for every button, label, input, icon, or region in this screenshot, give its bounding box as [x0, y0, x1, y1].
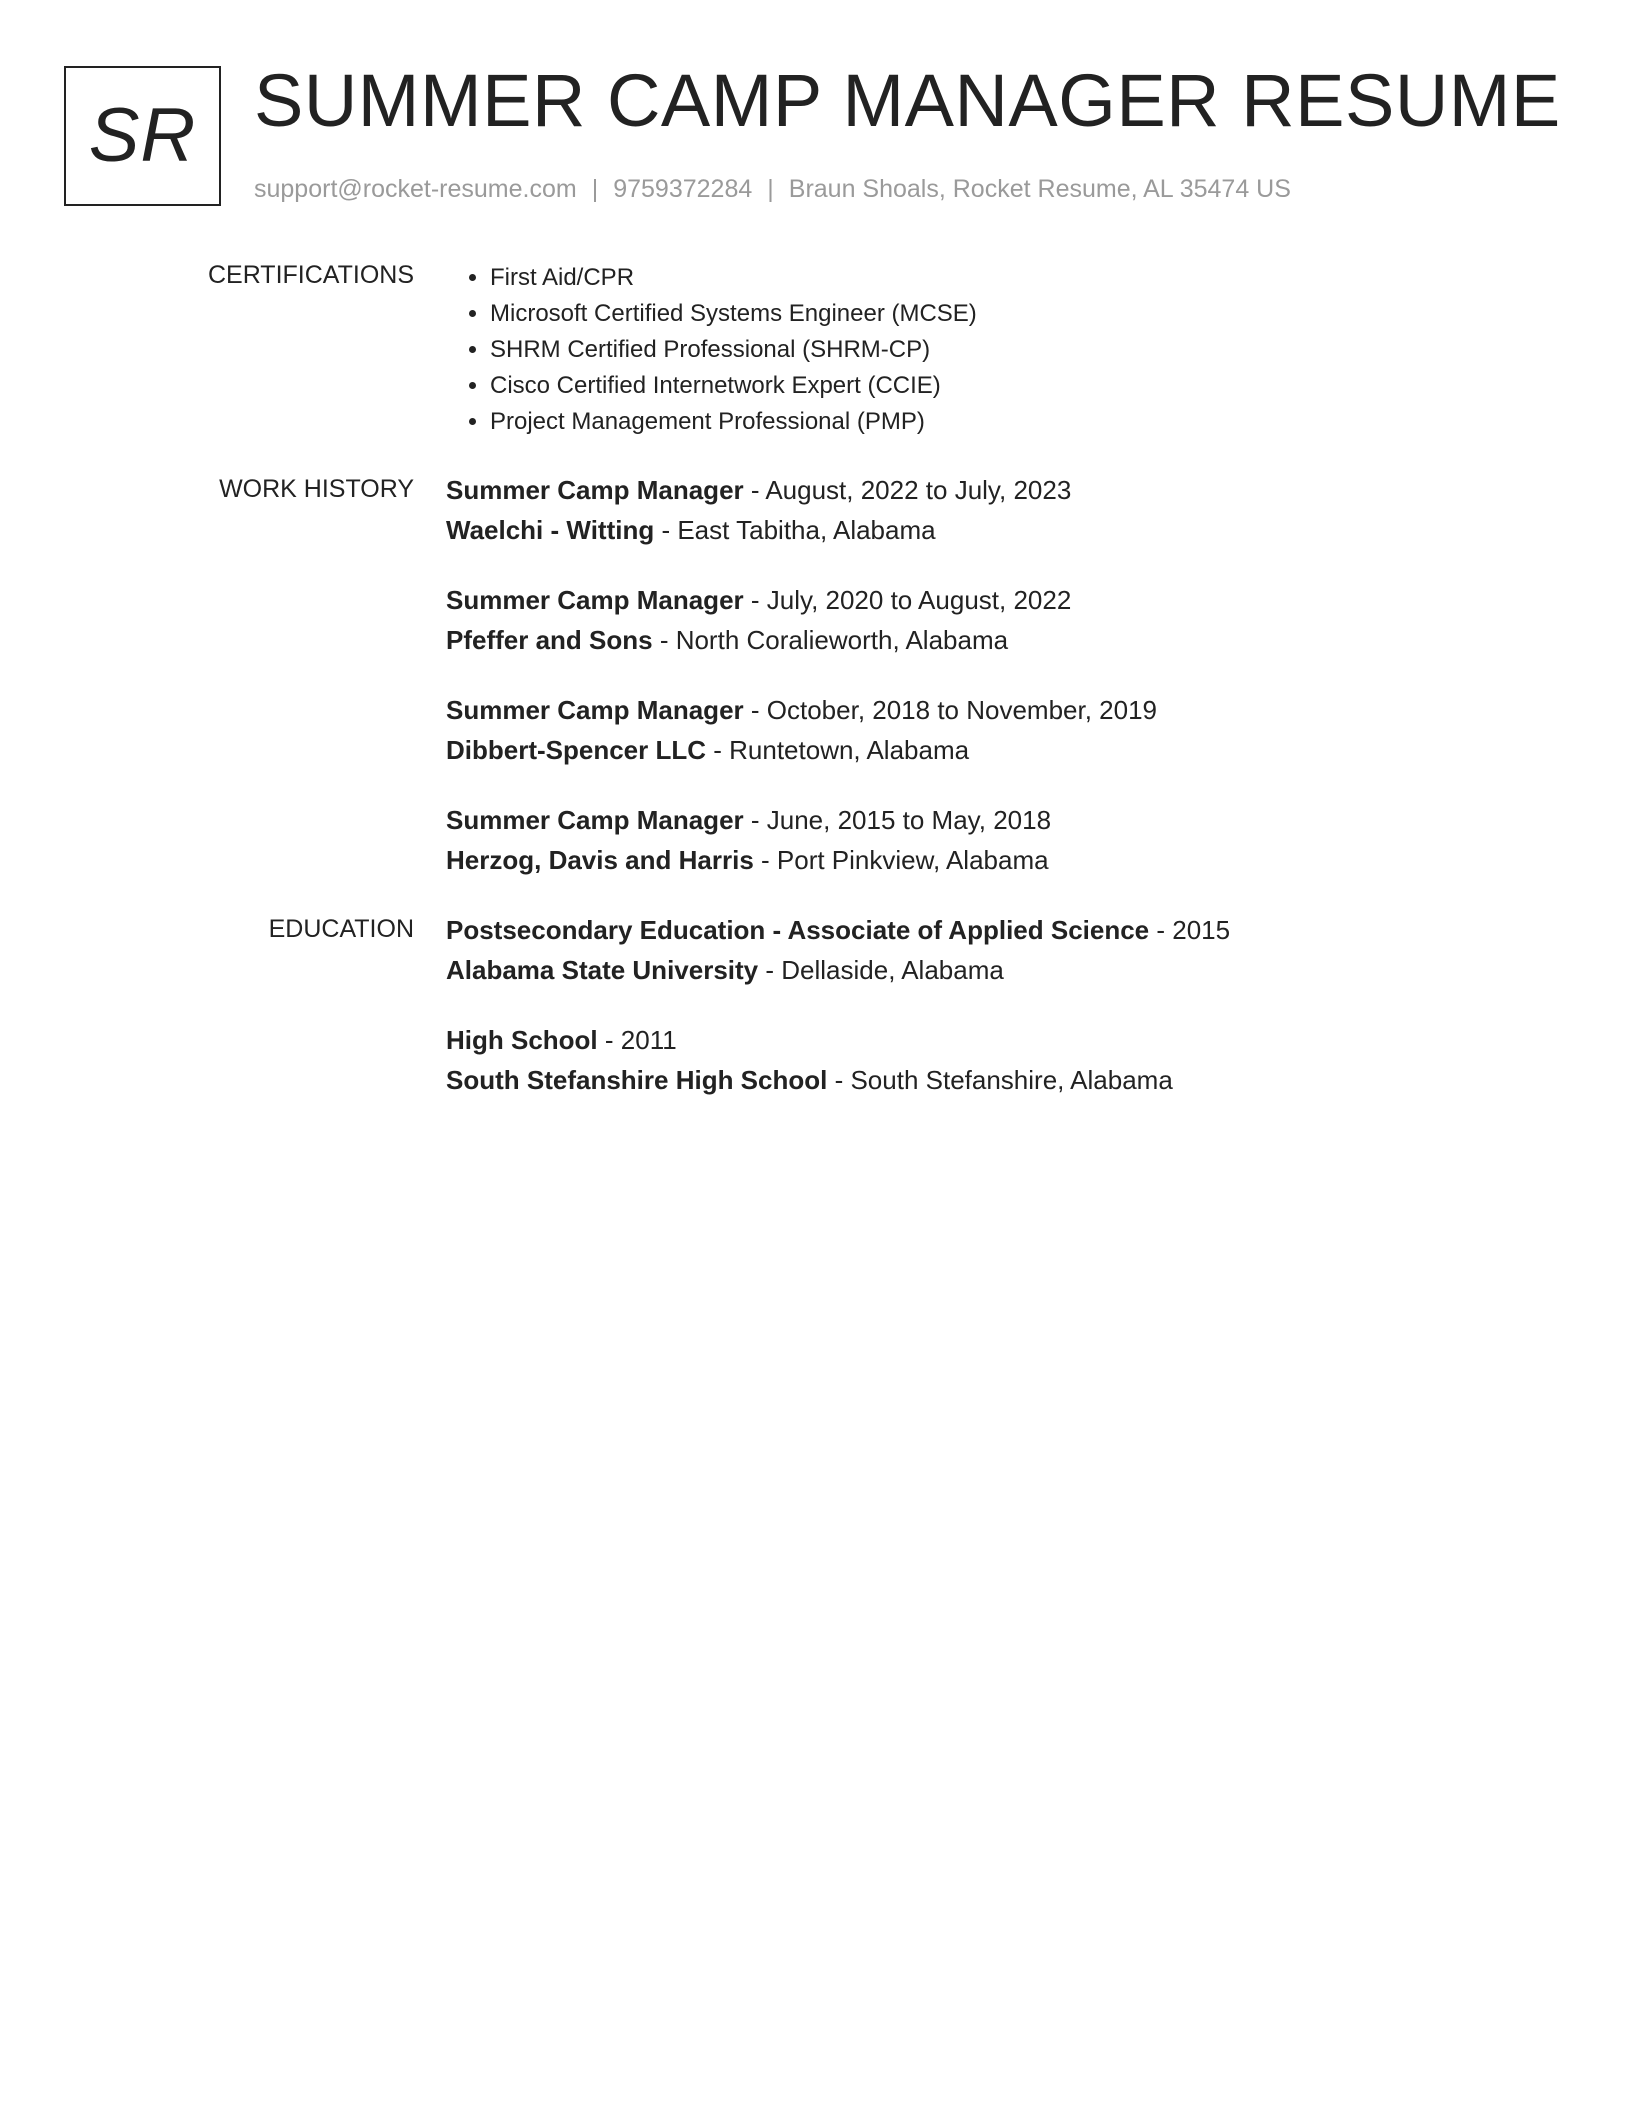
education-degree-line — [446, 1020, 1173, 1060]
section-label-work-history: WORK HISTORY — [219, 475, 414, 503]
section-label-education: EDUCATION — [268, 915, 414, 943]
resume-title: SUMMER CAMP MANAGER RESUME — [254, 59, 1561, 142]
job-company-line — [446, 730, 1157, 770]
certifications-list — [446, 260, 977, 440]
job-title: Summer Camp Manager — [446, 805, 744, 835]
certification-item: • Project Management Professional (PMP) — [490, 404, 977, 440]
job-title-line — [446, 690, 1157, 730]
contact-phone: 9759372284 — [613, 175, 753, 203]
section-label-certifications: CERTIFICATIONS — [207, 261, 414, 289]
job-entry — [446, 800, 1051, 880]
education-school: Alabama State University — [446, 955, 759, 985]
job-dates: - June, 2015 to May, 2018 — [743, 805, 1052, 835]
education-location: - South Stefanshire, Alabama — [827, 1065, 1173, 1095]
job-title: Summer Camp Manager — [446, 695, 744, 725]
job-company: Pfeffer and Sons — [446, 625, 653, 655]
contact-separator: | — [767, 175, 774, 203]
education-school-line — [446, 950, 1230, 990]
job-entry — [446, 470, 1071, 550]
job-location: - Port Pinkview, Alabama — [753, 845, 1049, 875]
job-dates: - July, 2020 to August, 2022 — [743, 585, 1072, 615]
education-year: - 2011 — [597, 1025, 677, 1055]
job-location: - Runtetown, Alabama — [706, 735, 970, 765]
contact-line — [254, 174, 1291, 204]
education-degree: Postsecondary Education - Associate of Applied Science — [446, 915, 1150, 945]
education-entry — [446, 1020, 1173, 1100]
education-degree-line — [446, 910, 1230, 950]
job-title-line — [446, 580, 1071, 620]
job-location: - East Tabitha, Alabama — [654, 515, 936, 545]
job-company: Waelchi - Witting — [446, 515, 655, 545]
certification-item: • First Aid/CPR — [490, 260, 977, 296]
education-school-line — [446, 1060, 1173, 1100]
monogram-initials: SR — [88, 93, 197, 178]
job-company-line — [446, 510, 1071, 550]
job-title-line — [446, 800, 1051, 840]
monogram-box — [64, 66, 221, 206]
job-title: Summer Camp Manager — [446, 475, 744, 505]
job-title: Summer Camp Manager — [446, 585, 744, 615]
job-entry — [446, 690, 1157, 770]
education-entry — [446, 910, 1230, 990]
certification-item: • SHRM Certified Professional (SHRM-CP) — [490, 332, 977, 368]
certification-item: • Cisco Certified Internetwork Expert (CCIE) — [490, 368, 977, 404]
job-company: Herzog, Davis and Harris — [446, 845, 754, 875]
contact-separator: | — [591, 175, 599, 203]
education-year: - 2015 — [1149, 915, 1231, 945]
job-location: - North Coralieworth, Alabama — [652, 625, 1009, 655]
contact-address: Braun Shoals, Rocket Resume, AL 35474 US — [788, 175, 1291, 203]
job-dates: - August, 2022 to July, 2023 — [743, 475, 1072, 505]
contact-email: support@rocket-resume.com — [254, 175, 577, 203]
job-dates: - October, 2018 to November, 2019 — [743, 695, 1158, 725]
job-entry — [446, 580, 1071, 660]
education-degree: High School — [446, 1025, 598, 1055]
job-company-line — [446, 840, 1051, 880]
certification-item: • Microsoft Certified Systems Engineer (MCSE) — [490, 296, 977, 332]
education-school: South Stefanshire High School — [446, 1065, 828, 1095]
job-title-line — [446, 470, 1071, 510]
job-company-line — [446, 620, 1071, 660]
job-company: Dibbert-Spencer LLC — [446, 735, 707, 765]
education-location: - Dellaside, Alabama — [758, 955, 1004, 985]
